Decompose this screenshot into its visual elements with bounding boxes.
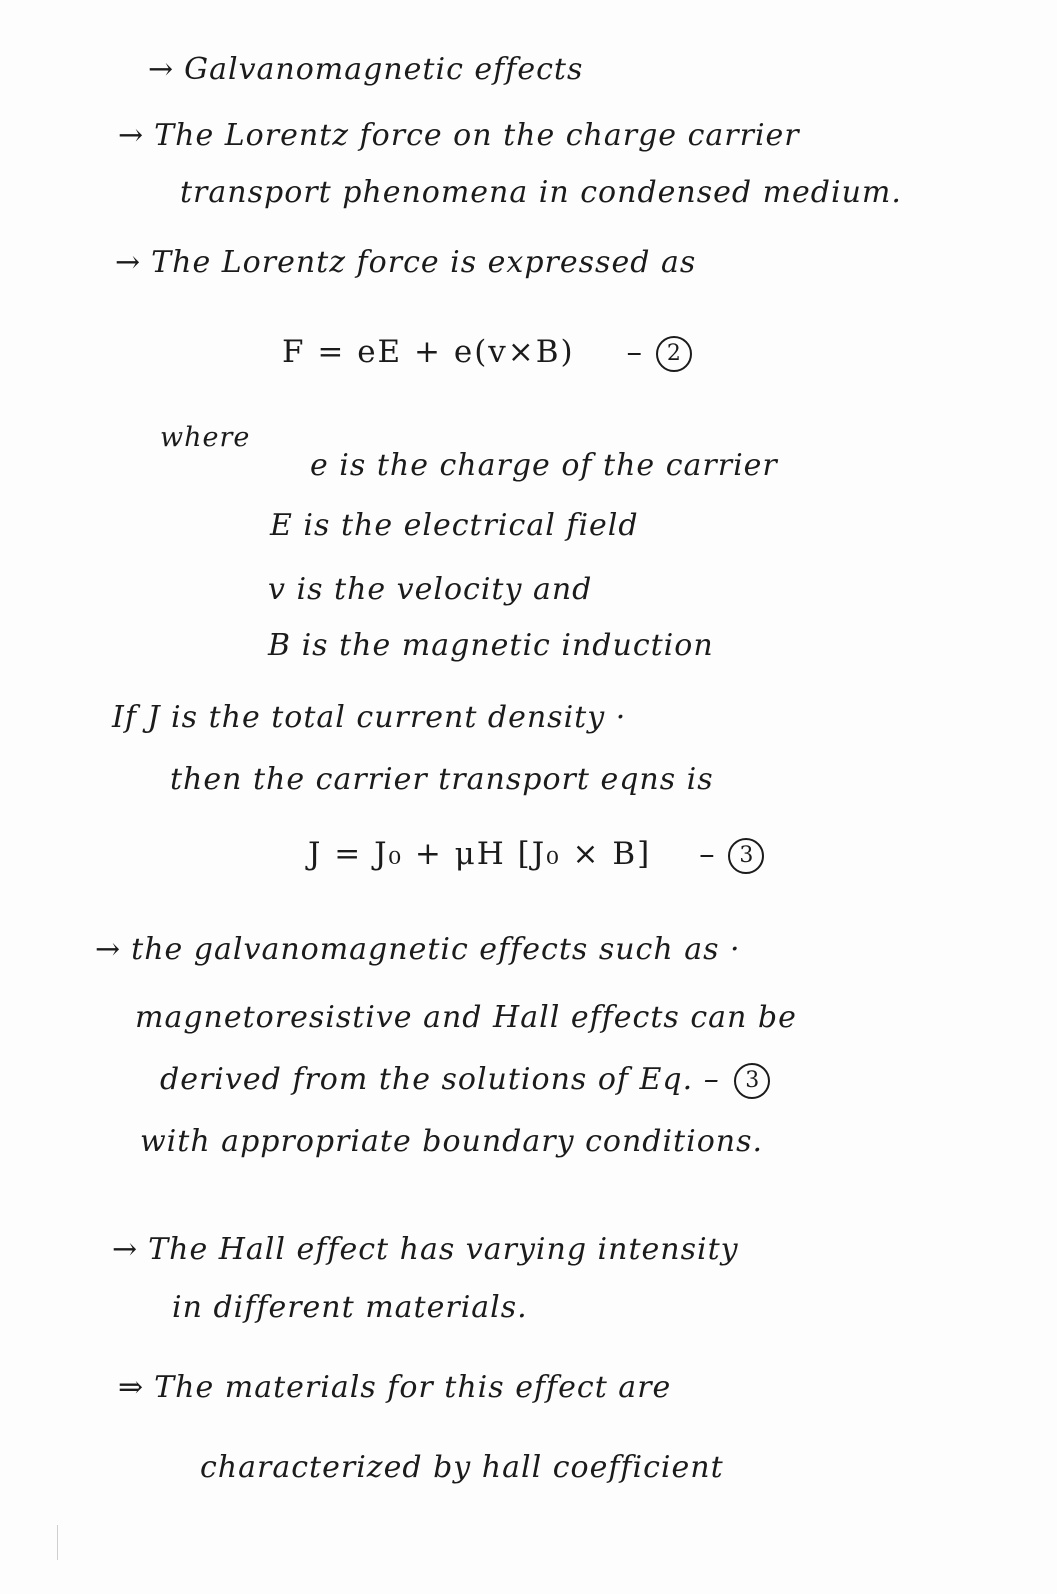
note-text: The Lorentz force on the charge carrier xyxy=(154,118,800,153)
note-line-hall-intensity: → The Hall effect has varying intensity xyxy=(112,1232,739,1267)
definition-e: e is the charge of the carrier xyxy=(310,448,778,483)
equation-text: F = eE + e(v×B) xyxy=(282,334,575,370)
note-line-lorentz-intro xyxy=(118,118,800,153)
heading-line xyxy=(148,52,583,87)
double-arrow-icon: ⇒ xyxy=(118,1370,145,1405)
equation-number-badge: 3 xyxy=(734,1063,770,1099)
note-text: transport phenomena in condensed medium. xyxy=(180,175,902,210)
note-line-materials-effect: ⇒ The materials for this effect are xyxy=(118,1370,672,1405)
note-line-hall-coefficient: characterized by hall coefficient xyxy=(200,1450,724,1485)
note-line-transport-eqns: then the carrier transport eqns is xyxy=(170,762,714,797)
arrow-icon: → xyxy=(95,932,122,967)
note-line-boundary: with appropriate boundary conditions. xyxy=(140,1124,764,1159)
definition-E: E is the electrical field xyxy=(270,508,639,543)
where-label: where xyxy=(160,422,251,453)
note-line-expressed xyxy=(115,245,696,280)
note-line-magnetoresistive: magnetoresistive and Hall effects can be xyxy=(135,1000,797,1035)
paper-edge-mark xyxy=(57,1525,58,1560)
equation-text: J = J₀ + μH [J₀ × B] xyxy=(308,836,652,872)
equation-number-badge: 2 xyxy=(656,336,692,372)
note-line-galvanomagnetic-effects: → the galvanomagnetic effects such as · xyxy=(95,932,741,967)
note-line-derived: derived from the solutions of Eq. – 3 xyxy=(160,1062,770,1099)
note-line-materials: in different materials. xyxy=(172,1290,528,1325)
note-text: The Lorentz force is expressed as xyxy=(151,245,697,280)
note-line-current-density: If J is the total current density · xyxy=(112,700,627,735)
arrow-icon: → xyxy=(148,52,175,87)
equation-3 xyxy=(308,836,764,874)
arrow-icon: → xyxy=(115,245,142,280)
note-line-transport xyxy=(180,175,902,210)
equation-2 xyxy=(282,334,692,372)
arrow-icon: → xyxy=(118,118,145,153)
equation-dash: – xyxy=(699,836,717,872)
arrow-icon: → xyxy=(112,1232,139,1267)
heading-text: Galvanomagnetic effects xyxy=(184,52,584,87)
equation-number-badge: 3 xyxy=(728,838,764,874)
equation-dash: – xyxy=(626,334,645,370)
definition-v: v is the velocity and xyxy=(268,572,593,607)
definition-B: B is the magnetic induction xyxy=(268,628,714,663)
